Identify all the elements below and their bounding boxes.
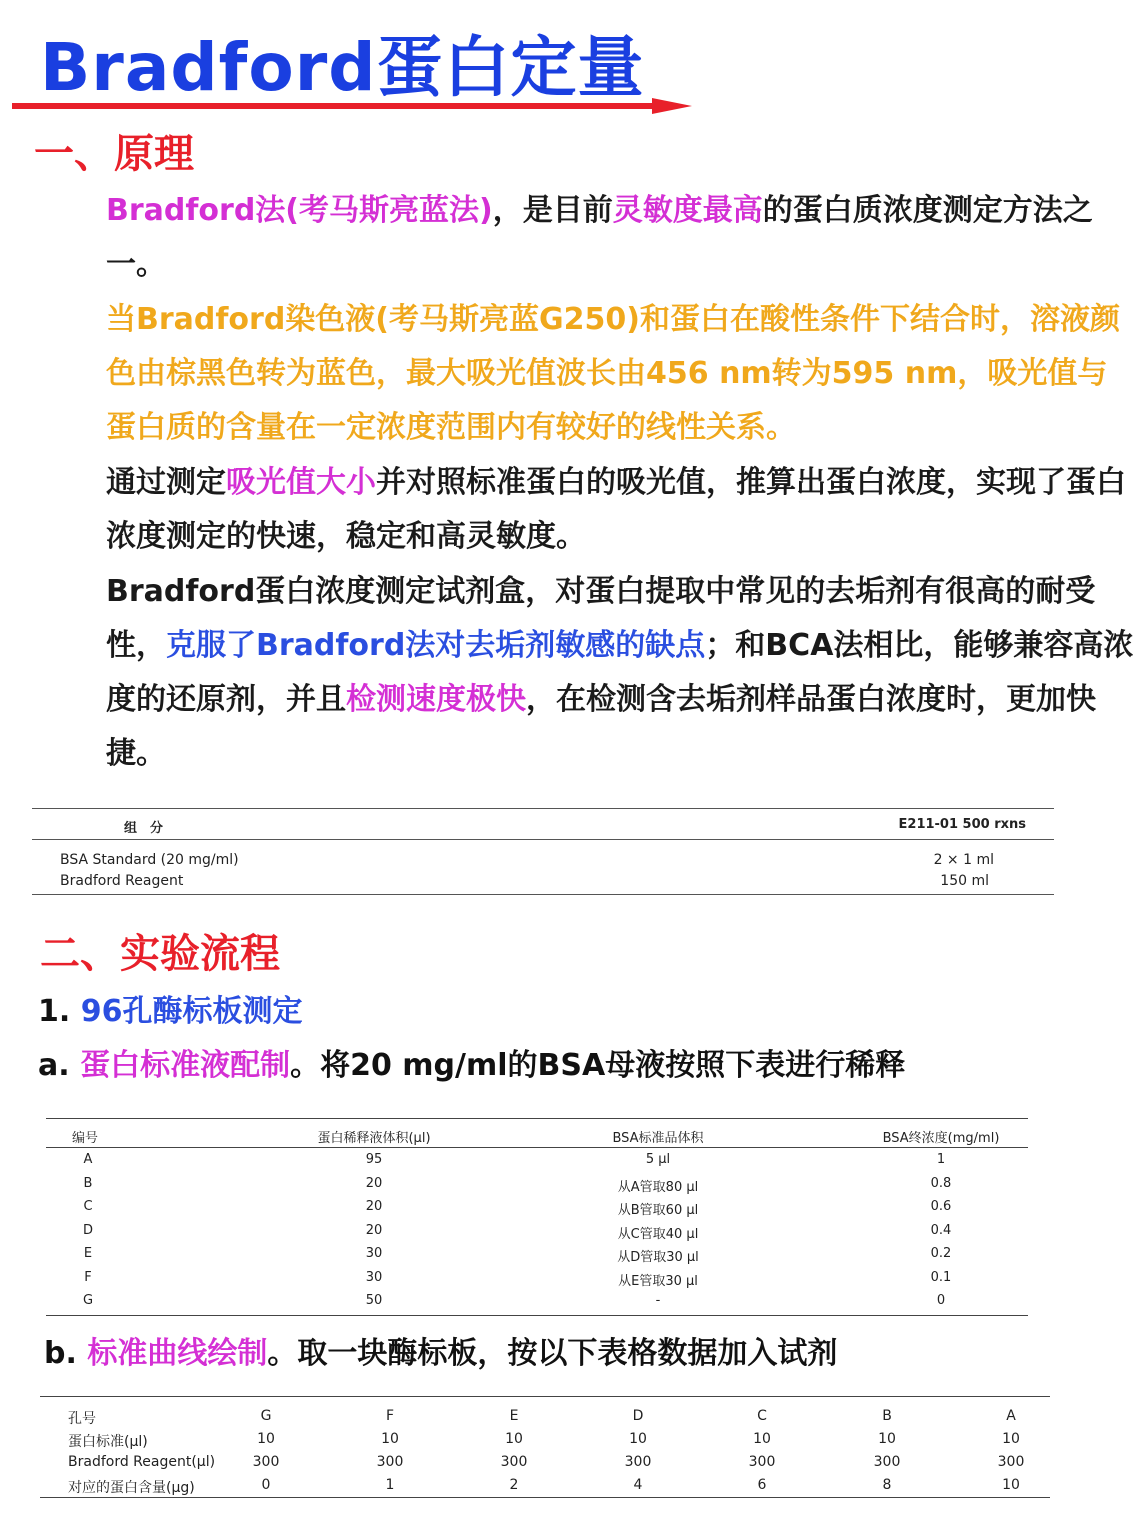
plate-row (40, 1449, 1050, 1472)
dilution-row (46, 1172, 1028, 1196)
plate-row (40, 1472, 1050, 1495)
method-name: Bradford法(考马斯亮蓝法) (106, 193, 493, 228)
section-heading-procedure: 二、实验流程 (40, 931, 280, 977)
plate-cell: D (632, 1408, 644, 1424)
dilution-row (46, 1195, 1028, 1219)
plate-cell: 蛋白标准(μl) (68, 1434, 148, 1450)
plate-cell: 10 (505, 1431, 523, 1447)
kit-row-name: BSA Standard (20 mg/ml) (60, 852, 239, 868)
plate-cell: E (509, 1408, 519, 1424)
plate-cell: 孔号 (68, 1411, 96, 1427)
dilution-cell: 20 (365, 1175, 383, 1191)
plate-cell: 8 (882, 1477, 892, 1493)
paragraph-principle-4: Bradford蛋白浓度测定试剂盒，对蛋白提取中常见的去垢剂有很高的耐受性，克服了Bradford法对去垢剂敏感的缺点；和BCA法相比，能够兼容高浓度的还原剂，并且检测速度极快，在检测含去垢剂样品蛋白浓度时，更加快捷。 (106, 574, 1134, 771)
dilution-cell: C (83, 1199, 93, 1214)
plate-cell: 10 (381, 1431, 399, 1447)
plate-cell: F (385, 1408, 395, 1424)
dilution-cell: - (655, 1293, 661, 1308)
dilution-cell: E (83, 1246, 93, 1261)
title-underline-arrow (12, 98, 692, 114)
dilution-cell: F (84, 1269, 92, 1285)
step-b-heading: b. 标准曲线绘制。取一块酶标板，按以下表格数据加入试剂 (44, 1336, 838, 1371)
highlight-sensitivity: 灵敏度最高 (612, 193, 763, 228)
plate-cell: 300 (873, 1454, 901, 1470)
plate-cell: 300 (252, 1454, 280, 1470)
dilution-row (46, 1242, 1028, 1266)
plate-cell: A (1006, 1408, 1016, 1424)
plate-cell: B (882, 1408, 892, 1424)
dilution-cell: 0 (936, 1293, 946, 1308)
plate-cell: 300 (997, 1454, 1025, 1470)
dilution-row (46, 1289, 1028, 1313)
dilution-row (46, 1266, 1028, 1290)
plate-cell: 1 (385, 1477, 395, 1493)
dilution-cell: 0.1 (930, 1269, 952, 1285)
plate-cell: 300 (376, 1454, 404, 1470)
dilution-cell: 从C管取40 μl (617, 1226, 699, 1242)
kit-components-table (32, 808, 1054, 895)
section-heading-principle: 一、原理 (34, 131, 194, 177)
kit-row-qty: 150 ml (940, 873, 989, 889)
dilution-cell: 1 (936, 1152, 946, 1167)
highlight-absorbance: 吸光值大小 (226, 465, 376, 500)
dilution-cell: 0.8 (930, 1175, 952, 1191)
plate-cell: 10 (1002, 1477, 1020, 1493)
kit-header-component: 组 分 (124, 821, 164, 836)
plate-cell: 300 (748, 1454, 776, 1470)
plate-table (40, 1396, 1050, 1498)
dilution-cell: 0.6 (930, 1199, 952, 1214)
plate-cell: 10 (878, 1431, 896, 1447)
dilution-cell: 50 (365, 1293, 383, 1308)
dilution-cell: 从A管取80 μl (617, 1179, 699, 1195)
dilution-cell: 0.2 (930, 1246, 952, 1261)
plate-cell: 300 (624, 1454, 652, 1470)
plate-cell: 10 (1002, 1431, 1020, 1447)
dilution-row (46, 1148, 1028, 1172)
highlight-detergent: 克服了Bradford法对去垢剂敏感的缺点 (166, 628, 706, 663)
plate-cell: 2 (509, 1477, 519, 1493)
dilution-cell: B (83, 1175, 93, 1191)
step-1-heading: 1. 96孔酶标板测定 (38, 994, 303, 1029)
plate-cell: C (757, 1408, 767, 1424)
dilution-row (46, 1219, 1028, 1243)
step-a-heading: a. 蛋白标准液配制。将20 mg/ml的BSA母液按照下表进行稀释 (38, 1048, 906, 1083)
dilution-cell: 30 (365, 1269, 383, 1285)
dilution-cell: 0.4 (930, 1222, 952, 1238)
dilution-cell: 30 (365, 1246, 383, 1261)
dilution-cell: G (82, 1293, 94, 1308)
dilution-cell: 从B管取60 μl (617, 1203, 699, 1218)
plate-cell: 4 (633, 1477, 643, 1493)
plate-cell: 对应的蛋白含量(μg) (68, 1480, 195, 1496)
dilution-cell: D (82, 1222, 94, 1238)
plate-cell: 10 (753, 1431, 771, 1447)
plate-row (40, 1426, 1050, 1449)
dilution-cell: 5 μl (645, 1152, 671, 1167)
dilution-header-row: 编号 蛋白稀释液体积(μl) BSA标准品体积 BSA终浓度(mg/ml) (72, 1131, 1000, 1146)
dilution-cell: 95 (365, 1152, 383, 1167)
plate-cell: 10 (257, 1431, 275, 1447)
plate-row (40, 1403, 1050, 1426)
plate-cell: 300 (500, 1454, 528, 1470)
dilution-cell: 20 (365, 1222, 383, 1238)
kit-header-catalog: E211-01 500 rxns (898, 817, 1026, 832)
dilution-cell: 从D管取30 μl (617, 1250, 699, 1265)
plate-cell: 0 (261, 1477, 271, 1493)
page-title: Bradford蛋白定量 (40, 29, 645, 106)
paragraph-principle-2: 当Bradford染色液(考马斯亮蓝G250)和蛋白在酸性条件下结合时，溶液颜色由棕黑色转为蓝色，最大吸光值波长由456 nm转为595 nm，吸光值与蛋白质的含量在一定浓度范围内有较好的线性关系。 (106, 302, 1120, 445)
paragraph-principle-1: Bradford法(考马斯亮蓝法)，是目前灵敏度最高的蛋白质浓度测定方法之一。 (106, 193, 1093, 282)
plate-cell: 10 (629, 1431, 647, 1447)
kit-row-name: Bradford Reagent (60, 873, 184, 889)
kit-row-qty: 2 × 1 ml (933, 852, 994, 868)
dilution-cell: A (83, 1152, 93, 1167)
dilution-cell: 20 (365, 1199, 383, 1214)
dilution-table (46, 1118, 1028, 1316)
plate-cell: 6 (757, 1477, 767, 1493)
paragraph-principle-3: 通过测定吸光值大小并对照标准蛋白的吸光值，推算出蛋白浓度，实现了蛋白浓度测定的快速，稳定和高灵敏度。 (106, 465, 1126, 554)
dilution-cell: 从E管取30 μl (618, 1273, 698, 1289)
highlight-speed: 检测速度极快 (346, 682, 526, 717)
plate-cell: Bradford Reagent(μl) (68, 1454, 216, 1470)
plate-cell: G (260, 1408, 272, 1424)
